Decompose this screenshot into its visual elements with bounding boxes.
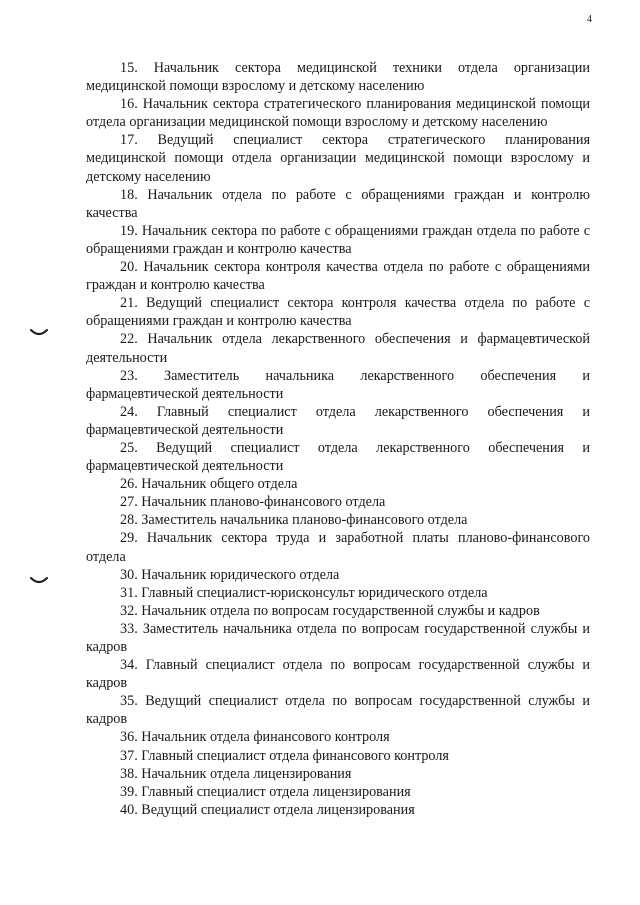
list-item: 15. Начальник сектора медицинской техники отдела организации медицинской помощи взрослому и детскому населению	[86, 60, 590, 95]
list-item: 29. Начальник сектора труда и заработной платы планово-финансового отдела	[86, 530, 590, 565]
list-item: 21. Ведущий специалист сектора контроля качества отдела по работе с обращениями граждан и контролю качества	[86, 295, 590, 330]
list-item: 36. Начальник отдела финансового контроля	[120, 729, 390, 746]
list-item: 37. Главный специалист отдела финансового контроля	[120, 747, 449, 764]
list-item: 27. Начальник планово-финансового отдела	[120, 494, 386, 511]
list-item: 30. Начальник юридического отдела	[120, 566, 340, 583]
list-item: 26. Начальник общего отдела	[120, 476, 298, 493]
list-item: 32. Начальник отдела по вопросам государственной службы и кадров	[120, 602, 540, 619]
list-item: 19. Начальник сектора по работе с обращениями граждан отдела по работе с обращениями граждан и контролю качества	[86, 222, 590, 257]
binder-hole-mark-icon	[30, 577, 48, 585]
list-item: 38. Начальник отдела лицензирования	[120, 765, 352, 782]
list-item: 23. Заместитель начальника лекарственного обеспечения и фармацевтической деятельности	[86, 367, 590, 402]
position-list	[86, 59, 590, 819]
list-item: 25. Ведущий специалист отдела лекарственного обеспечения и фармацевтической деятельности	[86, 439, 590, 475]
list-item: 17. Ведущий специалист сектора стратегического планирования медицинской помощи отдела организации медицинской помощи взрослому и детскому населению	[86, 132, 590, 185]
list-item: 20. Начальник сектора контроля качества отдела по работе с обращениями граждан и контролю качества	[86, 259, 590, 294]
list-item: 16. Начальник сектора стратегического планирования медицинской помощи отдела организации медицинской помощи взрослому и детскому населению	[86, 96, 590, 131]
list-item: 35. Ведущий специалист отдела по вопросам государственной службы и кадров	[86, 693, 590, 728]
list-item: 28. Заместитель начальника планово-финансового отдела	[120, 512, 468, 529]
page-number: 4	[587, 14, 592, 25]
list-item: 31. Главный специалист-юрисконсульт юридического отдела	[120, 584, 488, 601]
binder-hole-mark-icon	[30, 329, 48, 337]
list-item: 22. Начальник отдела лекарственного обеспечения и фармацевтической деятельности	[86, 331, 590, 366]
list-item: 39. Главный специалист отдела лицензирования	[120, 783, 411, 800]
list-item: 34. Главный специалист отдела по вопросам государственной службы и кадров	[86, 657, 590, 692]
list-item: 33. Заместитель начальника отдела по вопросам государственной службы и кадров	[86, 620, 590, 655]
list-item: 24. Главный специалист отдела лекарственного обеспечения и фармацевтической деятельности	[86, 403, 590, 438]
list-item: 18. Начальник отдела по работе с обращениями граждан и контролю качества	[86, 186, 590, 221]
list-item: 40. Ведущий специалист отдела лицензирования	[120, 801, 415, 818]
